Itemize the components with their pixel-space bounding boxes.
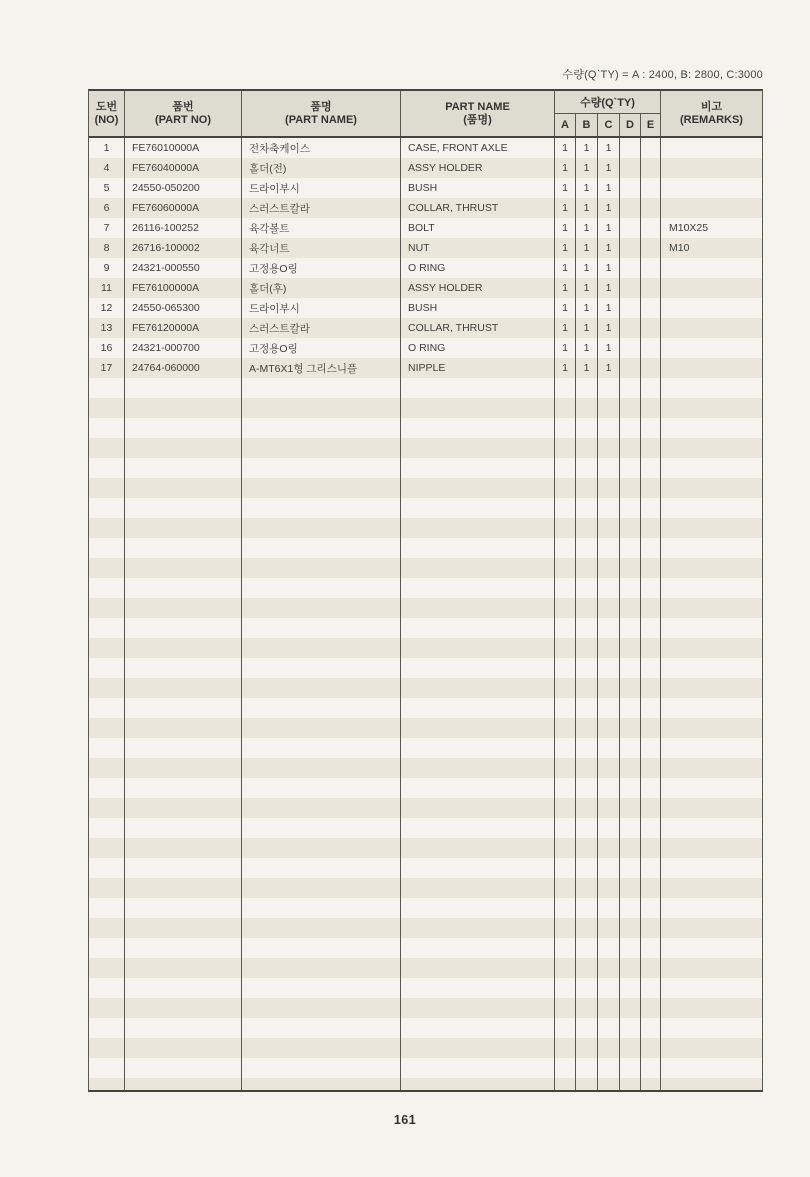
cell-remarks xyxy=(661,258,762,278)
cell-part-name-en: COLLAR, THRUST xyxy=(401,198,555,218)
cell-part-name-en: COLLAR, THRUST xyxy=(401,318,555,338)
cell-part-no: 24550-065300 xyxy=(125,298,242,318)
table-column-line xyxy=(241,378,242,1090)
cell-part-no: 26716-100002 xyxy=(125,238,242,258)
table-row xyxy=(89,298,762,318)
cell-part-name-en: NIPPLE xyxy=(401,358,555,378)
cell-no: 8 xyxy=(89,238,125,258)
header-quantity-columns xyxy=(555,114,660,136)
cell-qty-e xyxy=(641,278,661,298)
cell-qty-a: 1 xyxy=(555,278,576,298)
table-row xyxy=(89,138,762,158)
cell-part-no: FE76100000A xyxy=(125,278,242,298)
cell-qty-c: 1 xyxy=(598,218,620,238)
cell-remarks: M10 xyxy=(669,242,690,254)
cell-no: 5 xyxy=(89,178,125,198)
cell-qty-c: 1 xyxy=(598,258,620,278)
table-header-row xyxy=(89,91,762,138)
header-part-name-en-line1: PART NAME xyxy=(445,100,510,113)
cell-qty-c: 1 xyxy=(598,198,620,218)
cell-no: 17 xyxy=(89,358,125,378)
cell-part-name-en: O RING xyxy=(401,338,555,358)
header-part-name-kr-line2: (PART NAME) xyxy=(285,113,357,126)
cell-qty-e xyxy=(641,318,661,338)
cell-part-name-en: CASE, FRONT AXLE xyxy=(401,138,555,158)
cell-qty-b: 1 xyxy=(576,298,598,318)
cell-qty-e xyxy=(641,138,661,158)
cell-part-name-en: BUSH xyxy=(401,178,555,198)
cell-qty-e xyxy=(641,338,661,358)
cell-qty-b: 1 xyxy=(576,178,598,198)
cell-qty-e xyxy=(641,258,661,278)
cell-remarks: M10X25 xyxy=(669,222,709,234)
cell-remarks xyxy=(661,318,762,338)
table-column-line xyxy=(640,378,641,1090)
table-column-line xyxy=(400,378,401,1090)
header-quantity-group xyxy=(555,91,661,136)
cell-part-no: FE76060000A xyxy=(125,198,242,218)
table-row xyxy=(89,158,762,178)
parts-table xyxy=(88,89,763,1092)
cell-qty-a: 1 xyxy=(555,238,576,258)
table-column-line xyxy=(660,378,661,1090)
cell-qty-a: 1 xyxy=(555,258,576,278)
cell-part-name-en: BUSH xyxy=(401,298,555,318)
cell-remarks xyxy=(661,198,762,218)
cell-part-name-kr: 전차축케이스 xyxy=(242,138,401,158)
cell-part-name-kr: A-MT6X1형 그리스니플 xyxy=(242,358,401,378)
quantity-legend-note: 수량(Q`TY) = A : 2400, B: 2800, C:3000 xyxy=(562,69,763,81)
cell-part-no: FE76010000A xyxy=(125,138,242,158)
cell-qty-a: 1 xyxy=(555,298,576,318)
cell-qty-e xyxy=(641,178,661,198)
cell-remarks xyxy=(661,338,762,358)
cell-qty-e xyxy=(641,238,661,258)
cell-qty-e xyxy=(641,298,661,318)
cell-qty-a: 1 xyxy=(555,178,576,198)
cell-part-no: 24321-000700 xyxy=(125,338,242,358)
cell-qty-a: 1 xyxy=(555,358,576,378)
header-qty-e: E xyxy=(646,119,655,131)
header-part-name-en xyxy=(401,91,555,136)
cell-qty-d xyxy=(620,218,641,238)
cell-qty-d xyxy=(620,198,641,218)
cell-part-no: 24550-050200 xyxy=(125,178,242,198)
header-part-no-kr: 품번 xyxy=(172,100,194,113)
header-remarks xyxy=(661,91,762,136)
table-row xyxy=(89,198,762,218)
cell-remarks xyxy=(661,178,762,198)
cell-part-name-en: ASSY HOLDER xyxy=(401,158,555,178)
table-column-line xyxy=(597,378,598,1090)
header-qty-c: C xyxy=(598,114,620,136)
table-row xyxy=(89,258,762,278)
cell-qty-a: 1 xyxy=(555,138,576,158)
table-column-line xyxy=(124,378,125,1090)
cell-no: 7 xyxy=(89,218,125,238)
cell-no: 9 xyxy=(89,258,125,278)
cell-remarks xyxy=(661,358,762,378)
cell-qty-e xyxy=(641,218,661,238)
header-qty-a: A xyxy=(555,114,576,136)
cell-qty-a: 1 xyxy=(555,198,576,218)
cell-qty-a: 1 xyxy=(555,218,576,238)
header-part-name-en-line2: (품명) xyxy=(463,113,492,126)
cell-part-no: FE76040000A xyxy=(125,158,242,178)
cell-qty-b: 1 xyxy=(576,318,598,338)
cell-qty-e xyxy=(641,358,661,378)
cell-qty-c: 1 xyxy=(598,298,620,318)
cell-qty-e xyxy=(641,198,661,218)
header-no-en: (NO) xyxy=(94,113,119,126)
cell-qty-b: 1 xyxy=(576,158,598,178)
header-part-no xyxy=(125,91,242,136)
cell-no: 16 xyxy=(89,338,125,358)
cell-qty-d xyxy=(620,358,641,378)
cell-qty-c: 1 xyxy=(598,138,620,158)
cell-qty-b: 1 xyxy=(576,338,598,358)
empty-striped-rows-area xyxy=(89,378,762,1090)
cell-qty-d xyxy=(620,278,641,298)
cell-qty-a: 1 xyxy=(555,158,576,178)
header-part-name-kr-line1: 품명 xyxy=(310,100,332,113)
cell-no: 12 xyxy=(89,298,125,318)
cell-qty-d xyxy=(620,258,641,278)
table-row xyxy=(89,238,762,258)
header-qty-d: D xyxy=(620,114,641,136)
cell-part-name-kr: 스러스트칼라 xyxy=(242,318,401,338)
cell-qty-d xyxy=(620,318,641,338)
table-row xyxy=(89,318,762,338)
cell-part-no: 24321-000550 xyxy=(125,258,242,278)
table-row xyxy=(89,358,762,378)
header-no xyxy=(89,91,125,136)
table-column-line xyxy=(619,378,620,1090)
table-column-line xyxy=(554,378,555,1090)
header-quantity-title: 수량(Q`TY) xyxy=(555,91,660,114)
page-number: 161 xyxy=(393,1113,417,1127)
cell-qty-d xyxy=(620,138,641,158)
cell-part-no: 24764-060000 xyxy=(125,358,242,378)
cell-qty-d xyxy=(620,338,641,358)
cell-qty-c: 1 xyxy=(598,278,620,298)
cell-part-name-kr: 고정용O링 xyxy=(242,338,401,358)
cell-qty-c: 1 xyxy=(598,238,620,258)
table-row xyxy=(89,218,762,238)
cell-part-no: FE76120000A xyxy=(125,318,242,338)
table-row xyxy=(89,278,762,298)
cell-part-name-kr: 홀더(후) xyxy=(242,278,401,298)
cell-qty-b: 1 xyxy=(576,278,598,298)
cell-qty-c: 1 xyxy=(598,358,620,378)
header-qty-b: B xyxy=(576,114,598,136)
cell-part-name-en: BOLT xyxy=(401,218,555,238)
cell-part-name-kr: 고정용O링 xyxy=(242,258,401,278)
table-column-line xyxy=(575,378,576,1090)
cell-remarks xyxy=(661,138,762,158)
cell-part-name-kr: 육각볼트 xyxy=(242,218,401,238)
cell-qty-b: 1 xyxy=(576,258,598,278)
cell-qty-e xyxy=(641,158,661,178)
cell-qty-a: 1 xyxy=(555,338,576,358)
cell-part-name-kr: 홀더(전) xyxy=(242,158,401,178)
cell-qty-a: 1 xyxy=(555,318,576,338)
table-row xyxy=(89,178,762,198)
cell-qty-b: 1 xyxy=(576,358,598,378)
cell-qty-d xyxy=(620,238,641,258)
cell-qty-d xyxy=(620,298,641,318)
cell-no: 6 xyxy=(89,198,125,218)
cell-part-name-en: ASSY HOLDER xyxy=(401,278,555,298)
cell-qty-c: 1 xyxy=(598,178,620,198)
cell-part-name-kr: 스러스트칼라 xyxy=(242,198,401,218)
cell-qty-d xyxy=(620,158,641,178)
cell-part-no: 26116-100252 xyxy=(125,218,242,238)
cell-qty-d xyxy=(620,178,641,198)
cell-qty-b: 1 xyxy=(576,238,598,258)
cell-qty-b: 1 xyxy=(576,138,598,158)
cell-no: 11 xyxy=(89,278,125,298)
cell-part-name-kr: 드라이부시 xyxy=(242,178,401,198)
table-row xyxy=(89,338,762,358)
cell-part-name-en: NUT xyxy=(401,238,555,258)
cell-qty-c: 1 xyxy=(598,158,620,178)
header-part-no-en: (PART NO) xyxy=(154,113,211,126)
cell-no: 1 xyxy=(89,138,125,158)
header-part-name-kr xyxy=(242,91,401,136)
header-remarks-kr: 비고 xyxy=(700,100,723,113)
cell-part-name-kr: 육각너트 xyxy=(242,238,401,258)
cell-part-name-en: O RING xyxy=(401,258,555,278)
cell-remarks xyxy=(661,278,762,298)
header-remarks-en: (REMARKS) xyxy=(680,113,743,126)
cell-part-name-kr: 드라이부시 xyxy=(242,298,401,318)
cell-no: 13 xyxy=(89,318,125,338)
cell-qty-b: 1 xyxy=(576,198,598,218)
cell-qty-c: 1 xyxy=(598,338,620,358)
cell-remarks xyxy=(661,298,762,318)
cell-remarks xyxy=(661,158,762,178)
header-no-kr: 도번 xyxy=(95,100,118,113)
cell-qty-b: 1 xyxy=(576,218,598,238)
cell-no: 4 xyxy=(89,158,125,178)
cell-qty-c: 1 xyxy=(598,318,620,338)
